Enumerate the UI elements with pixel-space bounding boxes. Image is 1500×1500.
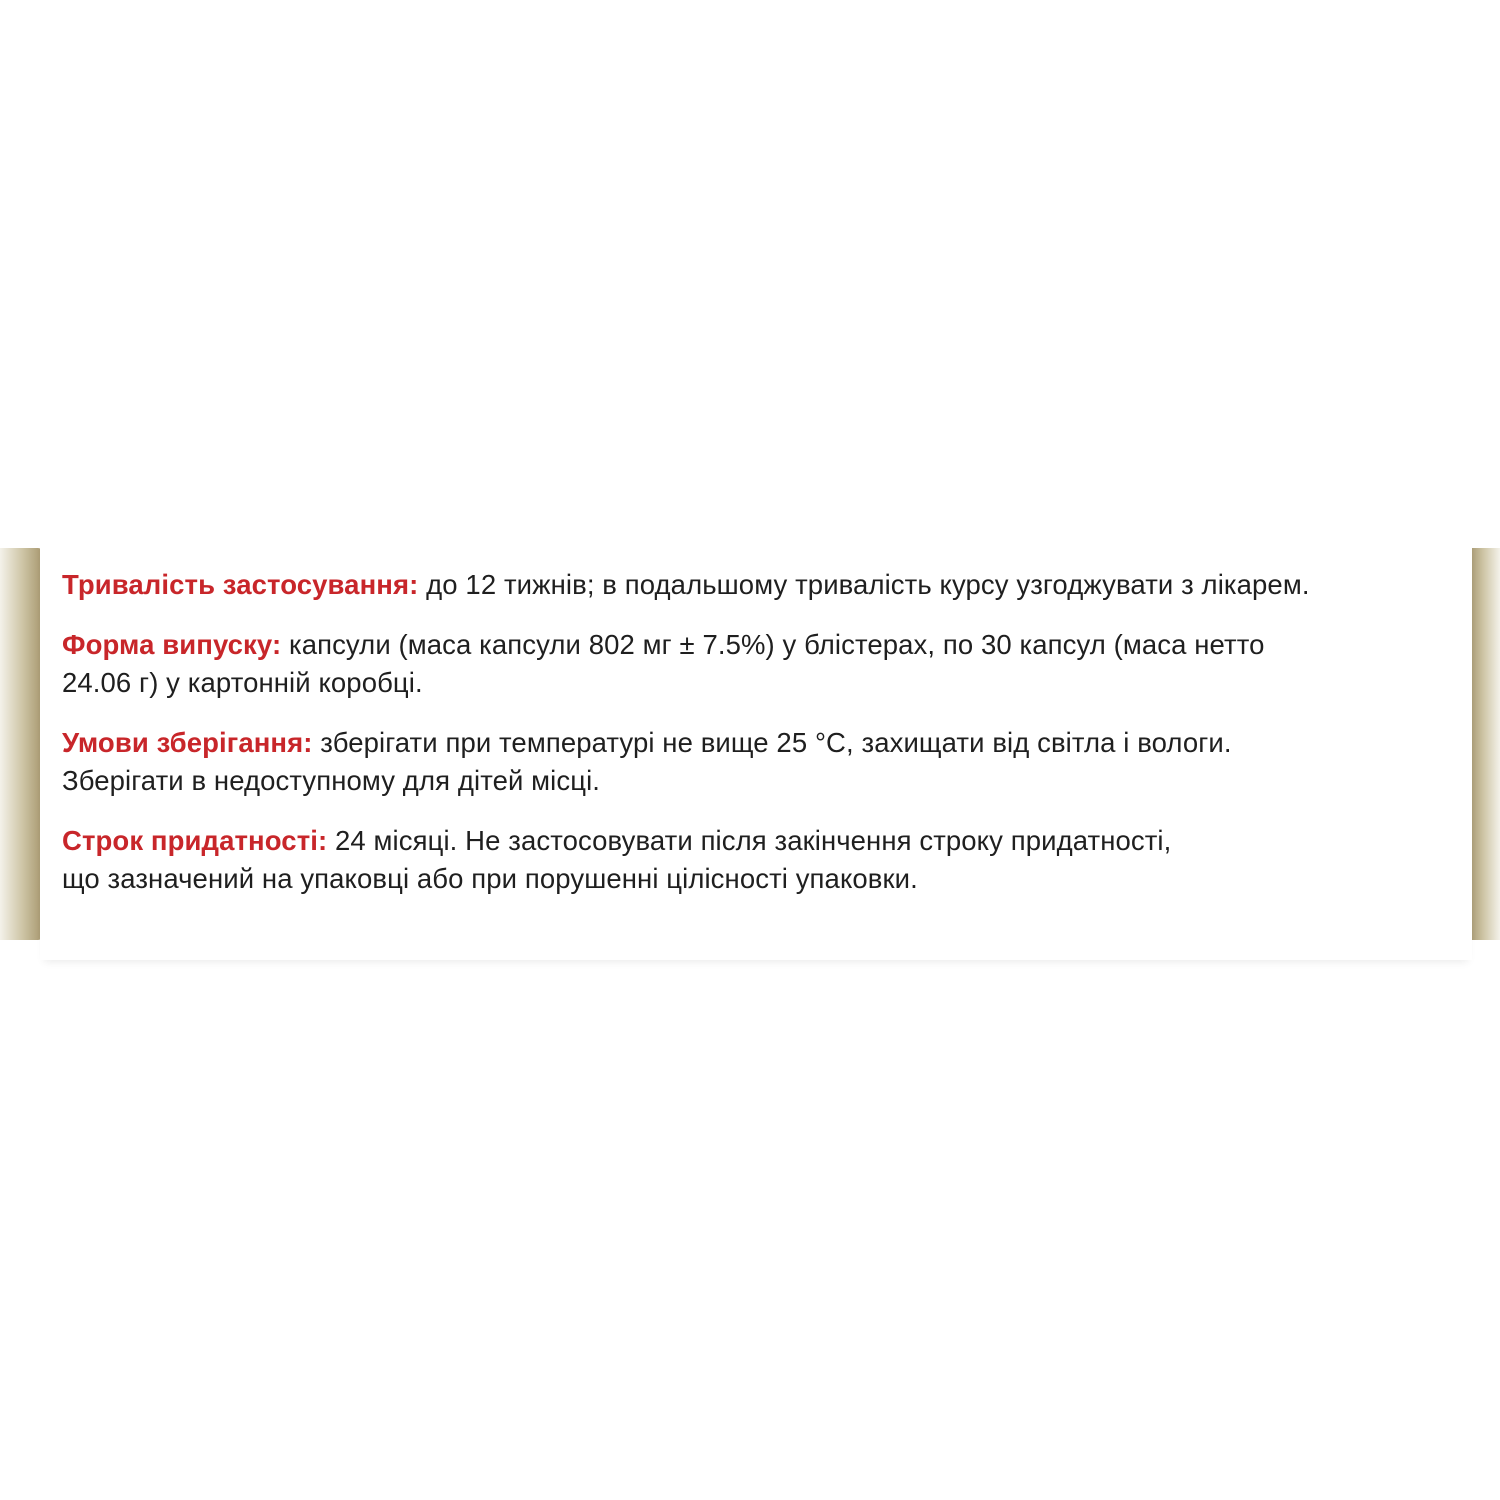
package-text-block bbox=[62, 566, 1452, 920]
storage-conditions-section bbox=[62, 724, 1452, 800]
release-form-text-line-2: 24.06 г) у картонній коробці. bbox=[62, 667, 423, 698]
release-form-section bbox=[62, 626, 1452, 702]
release-form-label: Форма випуску: bbox=[62, 629, 282, 660]
box-edge-left bbox=[0, 548, 42, 940]
usage-duration-text: до 12 тижнів; в подальшому тривалість курсу узгоджувати з лікарем. bbox=[426, 569, 1310, 600]
shelf-life-text-line-2: що зазначений на упаковці або при порушенні цілісності упаковки. bbox=[62, 863, 918, 894]
storage-conditions-text-line-2: Зберігати в недоступному для дітей місці. bbox=[62, 765, 601, 796]
usage-duration-section bbox=[62, 566, 1452, 604]
storage-conditions-label: Умови зберігання: bbox=[62, 727, 313, 758]
usage-duration-label: Тривалість застосування: bbox=[62, 569, 419, 600]
shelf-life-section bbox=[62, 822, 1452, 898]
shelf-life-text-line-1: 24 місяці. Не застосовувати після закінчення строку придатності, bbox=[335, 825, 1172, 856]
storage-conditions-text-line-1: зберігати при температурі не вище 25 °С, захищати від світла і вологи. bbox=[320, 727, 1232, 758]
release-form-text-line-1: капсули (маса капсули 802 мг ± 7.5%) у блістерах, по 30 капсул (маса нетто bbox=[288, 629, 1265, 660]
shelf-life-label: Строк придатності: bbox=[62, 825, 328, 856]
